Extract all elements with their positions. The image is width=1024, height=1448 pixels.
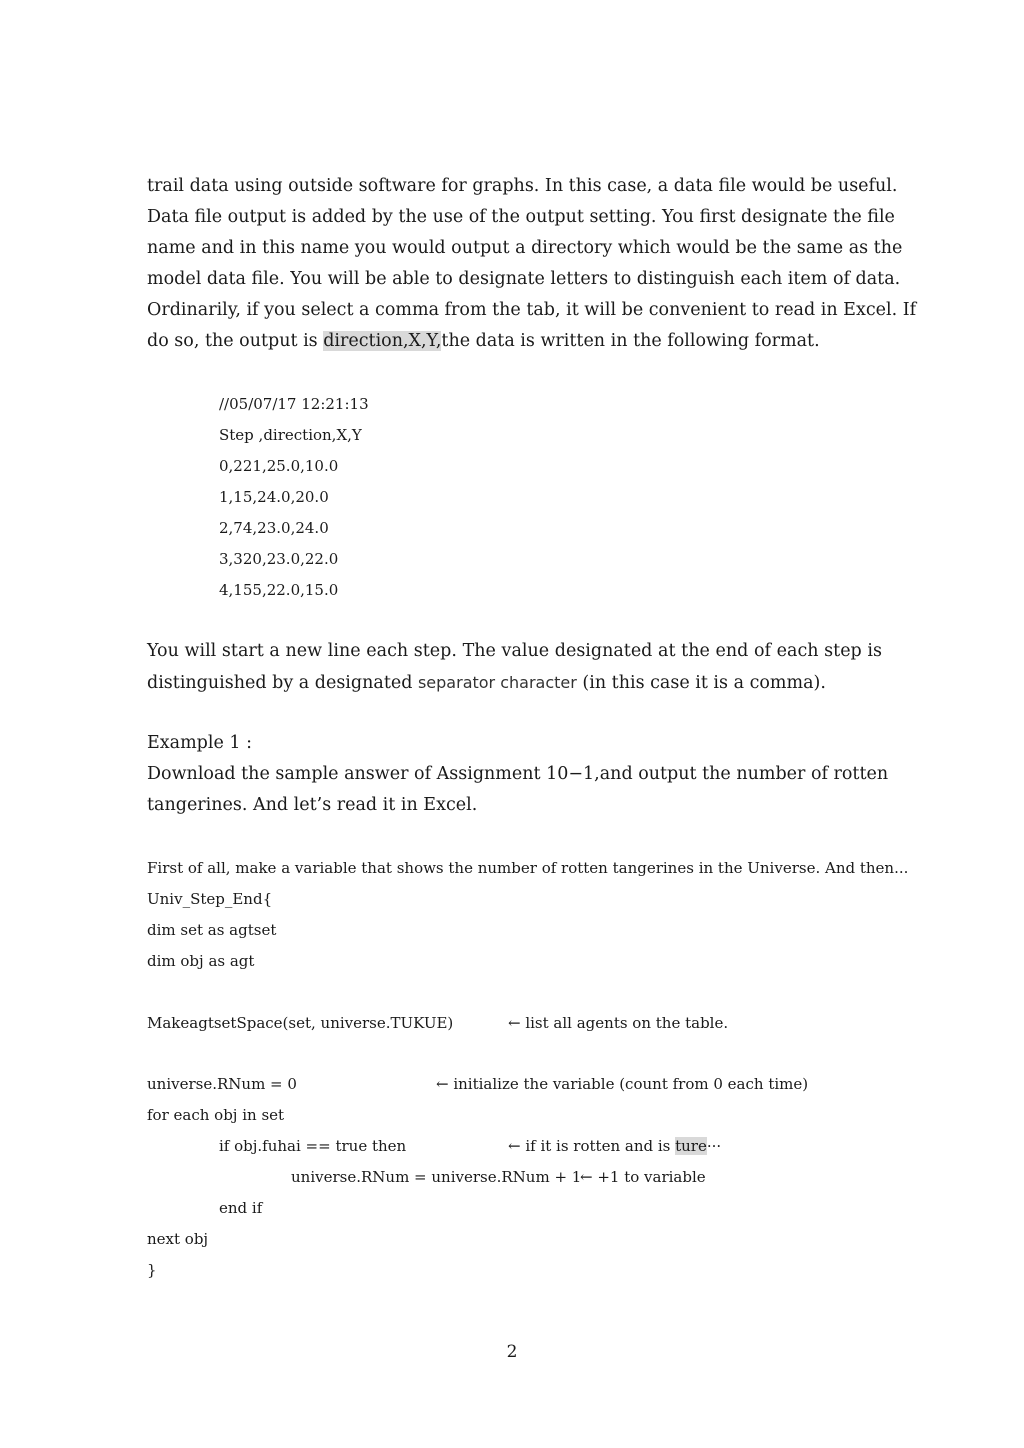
explanation-text-end: (in this case it is a comma). bbox=[576, 673, 826, 693]
code-line: if obj.fuhai == true then bbox=[219, 1137, 407, 1155]
intro-last-line bbox=[147, 326, 882, 357]
page-number: 2 bbox=[506, 1342, 518, 1362]
code-line: universe.RNum = universe.RNum + 1 bbox=[291, 1168, 582, 1186]
code-comment: ← initialize the variable (count from 0 each time) bbox=[436, 1075, 809, 1093]
code-comment: ← list all agents on the table. bbox=[508, 1014, 729, 1032]
intro-line: name and in this name you would output a directory which would be the same as the bbox=[147, 238, 903, 258]
separator-term: separator character bbox=[417, 673, 577, 692]
code-line: dim obj as agt bbox=[147, 952, 255, 970]
code-line: end if bbox=[219, 1199, 263, 1217]
code-line: for each obj in set bbox=[147, 1106, 285, 1124]
intro-line: Ordinarily, if you select a comma from the tab, it will be convenient to read in Excel. If bbox=[147, 300, 917, 320]
intro-line: model data file. You will be able to designate letters to distinguish each item of data. bbox=[147, 269, 901, 289]
intro-paragraph bbox=[147, 171, 917, 357]
highlighted-format: direction,X,Y, bbox=[323, 331, 442, 351]
explanation-text: distinguished by a designated bbox=[147, 673, 418, 693]
intro-line: Data file output is added by the use of the output setting. You first designate the file bbox=[147, 207, 895, 227]
explanation-line bbox=[147, 667, 882, 699]
code-line: Univ_Step_End{ bbox=[147, 890, 273, 908]
example-title: Example 1 : bbox=[147, 733, 252, 753]
explanation-paragraph bbox=[147, 636, 882, 699]
code-line: MakeagtsetSpace(set, universe.TUKUE) bbox=[147, 1014, 454, 1032]
intro-last-text: do so, the output is bbox=[147, 331, 324, 351]
example-line: tangerines. And let’s read it in Excel. bbox=[147, 795, 478, 815]
code-line: dim set as agtset bbox=[147, 921, 277, 939]
explanation-line: You will start a new line each step. The value designated at the end of each step is bbox=[147, 641, 882, 661]
intro-last-text-end: the data is written in the following format. bbox=[441, 331, 820, 351]
sample-output-line: 2,74,23.0,24.0 bbox=[219, 519, 329, 537]
example-line: Download the sample answer of Assignment 10−1,and output the number of rotten bbox=[147, 764, 889, 784]
comment-text: ← if it is rotten and is bbox=[508, 1137, 676, 1155]
sample-output-line: 4,155,22.0,15.0 bbox=[219, 581, 339, 599]
highlighted-typo: ture bbox=[675, 1137, 707, 1155]
sample-output-line: 1,15,24.0,20.0 bbox=[219, 488, 329, 506]
example-section bbox=[147, 728, 889, 821]
sample-output-line: 0,221,25.0,10.0 bbox=[219, 457, 339, 475]
ellipsis: ··· bbox=[706, 1137, 722, 1155]
sample-output-line: 3,320,23.0,22.0 bbox=[219, 550, 339, 568]
code-comment bbox=[508, 1136, 721, 1156]
sample-output-line: //05/07/17 12:21:13 bbox=[219, 395, 369, 413]
code-line: } bbox=[147, 1261, 157, 1279]
code-comment: ← +1 to variable bbox=[580, 1168, 706, 1186]
code-line: universe.RNum = 0 bbox=[147, 1075, 297, 1093]
sample-output-line: Step ,direction,X,Y bbox=[219, 426, 362, 444]
code-line: next obj bbox=[147, 1230, 209, 1248]
code-intro: First of all, make a variable that shows the number of rotten tangerines in the Universe. And then... bbox=[147, 859, 909, 877]
intro-line: trail data using outside software for graphs. In this case, a data file would be useful. bbox=[147, 176, 898, 196]
